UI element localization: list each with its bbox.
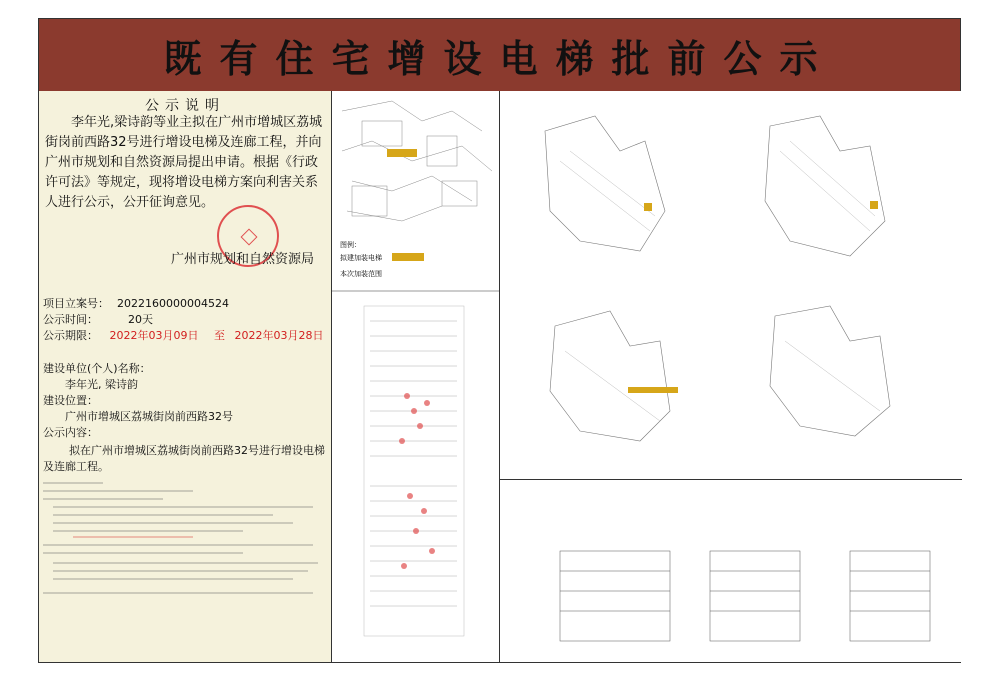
- term-to: 至: [214, 329, 225, 342]
- notice-body: 李年光,梁诗韵等业主拟在广州市增城区荔城街岗前西路32号进行增设电梯及连廊工程，并向广州市规划和自然资源局提出申请。根据《行政许可法》等规定，现将增设电梯方案向利害关系人进行公示，公开征询意见。: [45, 115, 323, 210]
- agency-name: 广州市规划和自然资源局: [171, 252, 315, 267]
- term-label: 公示期限：: [43, 329, 98, 342]
- applicant-label: 建设单位(个人)名称：: [43, 362, 151, 375]
- applicant-value: 李年光, 梁诗韵: [65, 378, 138, 391]
- page-title: 既有住宅增设电梯批前公示: [163, 35, 836, 81]
- legend-item2: 本次加装范围: [340, 270, 382, 278]
- drawings-divider: [500, 479, 962, 480]
- term-start: 2022年03月09日: [109, 329, 199, 342]
- project-no-row: [43, 296, 229, 312]
- period-label: 公示时间：: [43, 313, 98, 326]
- site-plan-column: [332, 91, 500, 662]
- period-value: 20天: [128, 313, 153, 326]
- legend-label: 图例：: [340, 241, 361, 249]
- project-no-label: 项目立案号：: [43, 297, 109, 310]
- plan-drawings-svg: [500, 91, 962, 662]
- notice-board: [38, 18, 961, 663]
- fine-print-lines: [43, 479, 325, 609]
- content-label: 公示内容：: [43, 426, 98, 439]
- fine-print-notes: [43, 479, 325, 619]
- term-end: 2022年03月28日: [234, 329, 324, 342]
- notice-panel: [39, 91, 332, 662]
- drawings-panel: [500, 91, 962, 662]
- project-no: 2022160000004524: [117, 297, 229, 310]
- term-row: [43, 328, 324, 344]
- location-value: 广州市增城区荔城街岗前西路32号: [65, 410, 233, 423]
- site-plan-svg: [332, 91, 500, 662]
- period-row: [43, 312, 153, 328]
- site-elevator-mark: [387, 149, 417, 157]
- content-value: 拟在广州市增城区荔城街岗前西路32号进行增设电梯及连廊工程。: [43, 444, 325, 473]
- legend-item: 拟建加装电梯: [340, 254, 382, 262]
- notice-heading: 公示说明: [145, 98, 225, 114]
- location-label: 建设位置：: [43, 394, 98, 407]
- title-bar: [39, 19, 960, 92]
